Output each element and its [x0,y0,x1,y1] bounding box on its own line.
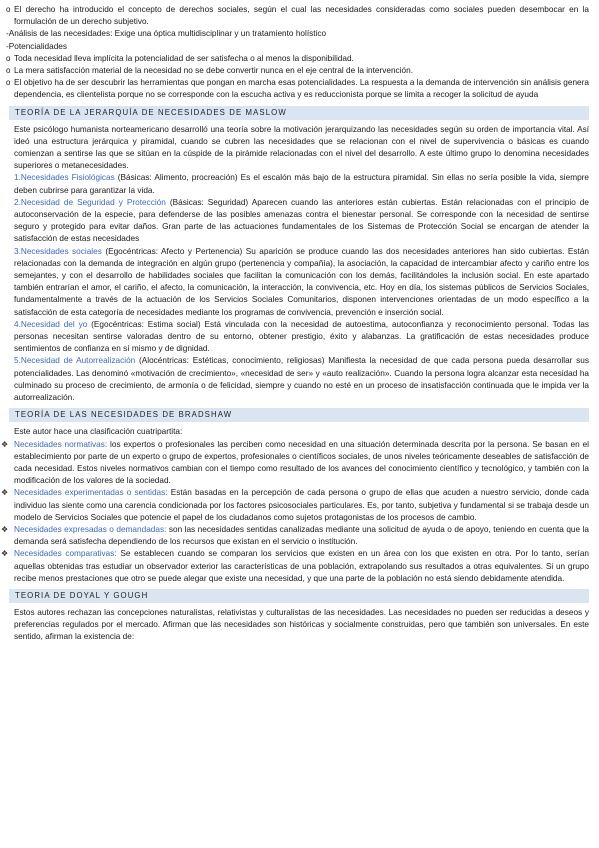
paragraph-text: Toda necesidad lleva implícita la potencialidad de ser satisfecha o al menos la disponibilidad. [14,53,354,63]
diamond-bullet-icon: ❖ [1,524,9,534]
diamond-bullet-icon: ❖ [1,439,9,449]
bradshaw-item [0,548,599,585]
item-number: 5. [14,356,21,366]
item-term: Necesidades expresadas o demandadas: [14,524,167,534]
paragraph-text: El derecho ha introducido el concepto de derechos sociales, según el cual las necesidades consideradas como sociales pueden desembocar en la formulación de un derecho subjetivo. [14,5,589,27]
item-text: (Básicas: Alimento, procreación) Es el escalón más bajo de la estructura piramidal. Sin ellas no sería posible la vida, siempre deben cubrirse para garantizar la vida. [14,173,589,195]
paragraph-text: -Análisis de las necesidades: Exige una óptica multidisciplinar y un tratamiento holístico [6,29,327,39]
section-heading-maslow: TEORÍA DE LA JERARQUÍA DE NECESIDADES DE MASLOW [9,106,589,120]
item-text: los expertos o profesionales las perciben como necesidad en una situación determinada descrita por la persona. Se basan en el establecimiento por parte de un experto o grupo de expertos, profesionales o científicos sociales, de unos niveles teóricamente deseables de satisfacción de cada necesidad. Estos niveles normativos cambian con el tiempo como resultado de los avances del conocimiento científico y tecnológico, y también con la modificación de los valores de la sociedad. [14,439,589,486]
item-text: (Egocéntricas: Estima social) Está vinculada con la necesidad de autoestima, autoconfianza y reconocimiento personal. Todas las personas necesitan sentirse valoradas dentro de su entorno, obtener prestigio, éxito y alabanzas. La gratificación de estas necesidades produce sentimientos de confianza en sí mismo y de dignidad. [14,319,589,354]
item-number: 3. [14,246,21,256]
item-term: Necesidades normativas: [14,439,108,449]
item-number: 4. [14,319,21,329]
doyal-intro: Estos autores rechazan las concepciones naturalistas, relativistas y culturalistas de las necesidades. Las necesidades no pueden ser reducidas a deseos y preferencias regulados por el mercado. Afirman que las necesidades son históricas y socialmente construidas, pero que también son universales. En este sentido, afirman la existencia de: [14,607,589,642]
item-term: Necesidades experimentadas o sentidas: [14,488,168,498]
item-number: 1. [14,173,21,183]
item-text: (Básicas: Seguridad) Aparecen cuando las anteriores están cubiertas. Están relacionadas con el principio de autoconservación de la especie, para defenderse de las posibles amenazas contra el bienestar personal. Se corresponde con la necesidad de sentirse seguro y protegido para evitar daños. Gran parte de las actuaciones fundamentales de los Sistemas de Protección Social se encargan de atender la satisfacción de estas necesidades [14,197,589,244]
maslow-item [0,319,599,356]
maslow-intro: Este psicólogo humanista norteamericano desarrolló una teoría sobre la motivación jerarquizando las necesidades según su orden de importancia vital. Así ideó una estructura jerárquica y piramidal, cuando se cubren las necesidades que se relacionan con el nivel de supervivencia o básicas es cuando comienzan a sentirse las que se sitúan en la cúspide de la pirámide relacionadas con el nivel del desarrollo. A este último grupo lo denomina necesidades superiores o metanecesidades. [14,124,589,171]
item-term: Necesidad de Seguridad y Protección [20,197,166,207]
item-text: son las necesidades sentidas canalizadas mediante una solicitud de ayuda o de apoyo, teniendo en cuenta que la demanda será satisfecha dependiendo de los recursos que existan en el servicio o institución. [14,524,589,547]
bradshaw-item [0,439,599,488]
maslow-item [0,246,599,319]
section-heading-doyal-gough: TEORIA DE DOYAL Y GOUGH [9,589,589,603]
item-text: Se establecen cuando se comparan los servicios que existen en un área con los que existen en otra. Por lo tanto, serían aquellas obtenidas tras estudiar un observador exterior las características de una población, extrapolando sus resultados a otras equivalentes. Si un grupo recibe menos prestaciones que otro se puede alegar que existe una necesidad, y que una parte de la población no está siendo debidamente atendida. [14,549,590,583]
item-term: Necesidad de Autorrealización [20,356,136,366]
dash-line [0,41,599,53]
item-text: (Egocéntricas: Afecto y Pertenencia) Su aparición se produce cuando las dos necesidades anteriores han sido cubiertas. Están relacionadas con la demanda de integración en algún grupo (pertenencia y compañía), la asociación, la capacidad de intercambiar afecto y cariño entre los semejantes, y con el desarrollo de habilidades sociales que facilitan la comunicación con los demás, facilitándoles la inclusión social. En este apartado también entrarían el amor, el cariño, el afecto, la comunicación, la interacción, la convivencia, etc. Hoy en día, los sistemas públicos de Servicios Sociales, fundamentalmente a través de la actuación de los Servicios Sociales Comunitarios, disponen intervenciones orientadas de un modo específico a la satisfacción de esta categoría de necesidades mediante los programas de convivencia, prevención e inserción social. [14,246,589,317]
paragraph-text: -Potencialidades [6,41,67,51]
diamond-bullet-icon: ❖ [1,549,9,559]
diamond-bullet-icon: ❖ [1,488,9,498]
bullet-paragraph [0,65,599,77]
bullet-paragraph [0,77,599,101]
bradshaw-intro: Este autor hace una clasificación cuatripartita: [14,427,183,437]
item-term: Necesidades Fisiológicas [20,173,115,183]
item-term: Necesidades comparativas: [14,549,117,559]
document-page [0,4,599,644]
maslow-item [0,197,599,246]
bradshaw-item [0,487,599,524]
bullet-paragraph [0,53,599,65]
paragraph-text: El objetivo ha de ser descubrir las herramientas que pongan en marcha esas potencialidades. La respuesta a la demanda de intervención sin análisis genera dependencia, es clientelista porque no se corresponde con la escucha activa y es reduccionista porque se limita a recoger la solicitud de ayuda [14,78,589,100]
item-term: Necesidades sociales [20,246,102,256]
item-text: Están basadas en la percepción de cada persona o grupo de ellas que acuden a nuestro servicio, donde cada individuo las siente como una carencia condicionada por los factores psicosociales particulares. Es, por tanto, subjetiva y fundamental si se trabaja desde un modelo de Servicios Sociales que potencie el papel de los ciudadanos como sujetos protagonistas de los procesos de cambio. [14,488,589,522]
dash-line [0,28,599,40]
item-term: Necesidad del yo [20,319,88,329]
bradshaw-item [0,524,599,548]
maslow-item [0,355,599,404]
bullet-paragraph [0,4,599,28]
paragraph-text: La mera satisfacción material de la necesidad no se debe convertir nunca en el eje central de la intervención. [14,66,413,76]
item-text: (Alocéntricas: Estéticas, conocimiento, religiosas) Manifiesta la necesidad de que cada persona pueda desarrollar sus potencialidades. Las denominó «motivación de crecimiento», «necesidad de ser» y «auto realización». Cuando la persona logra alcanzar esta necesidad ha culminado su proceso de crecimiento, de armonía o de felicidad, siempre y cuando no esté en un proceso de insatisfacción continuada que le impida ver la autorrealización. [14,356,589,403]
section-heading-bradshaw: TEORÍA DE LAS NECESIDADES DE BRADSHAW [9,408,589,422]
maslow-item [0,172,599,196]
item-number: 2. [14,197,21,207]
